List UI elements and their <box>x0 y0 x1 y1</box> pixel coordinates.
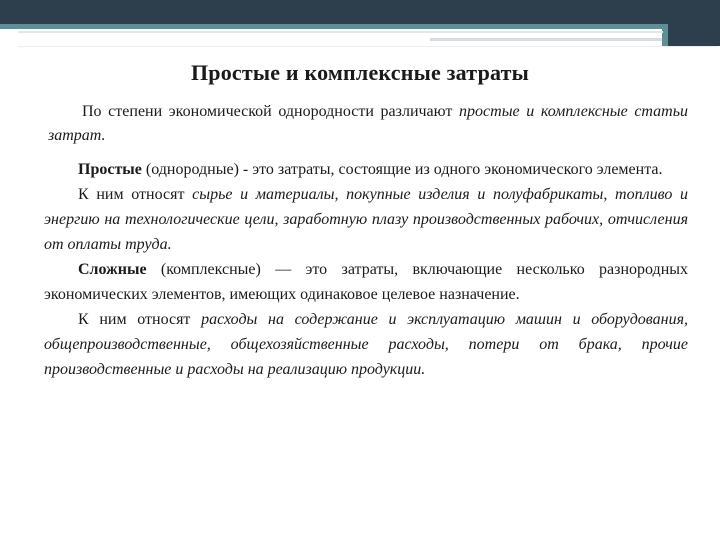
complex-examples-lead: К ним относят <box>78 311 202 328</box>
complex-definition: (комплексные) — это затраты, включающие несколько разнородных экономических элементов, имеющих одинаковое целевое назначение. <box>44 261 688 303</box>
paragraph-complex <box>44 257 688 307</box>
term-complex: Сложные <box>78 261 147 278</box>
paragraph-simple-examples <box>44 182 688 257</box>
paragraph-complex-examples <box>44 307 688 382</box>
paragraph-simple <box>44 157 688 182</box>
term-simple: Простые <box>78 161 142 178</box>
body-text <box>44 157 688 382</box>
divider-line-short <box>430 38 662 41</box>
simple-examples-list: сырье и материалы, покупные изделия и полуфабрикаты, топливо и энергию на технологические цели, заработную плазу производственных рабочих, отчисления от оплаты труда. <box>44 186 688 253</box>
divider-line <box>18 31 663 33</box>
slide-title: Простые и комплексные затраты <box>190 60 530 85</box>
simple-examples-lead: К ним относят <box>78 186 193 203</box>
corner-block <box>668 0 720 46</box>
complex-examples-list: расходы на содержание и эксплуатацию машин и оборудования, общепроизводственные, общехозяйственные расходы, потери от брака, прочие производственные и расходы на реализацию продукции. <box>44 311 689 378</box>
header-band <box>0 0 720 24</box>
corner-accent <box>662 24 668 46</box>
intro-paragraph <box>48 100 688 148</box>
divider-line-thin <box>18 46 718 47</box>
simple-definition: (однородные) - это затраты, состоящие из одного экономического элемента. <box>141 161 663 178</box>
intro-italic: простые и комплексные статьи затрат. <box>48 103 689 144</box>
intro-text: По степени экономической однородности различают <box>82 103 460 120</box>
accent-line <box>0 24 720 29</box>
